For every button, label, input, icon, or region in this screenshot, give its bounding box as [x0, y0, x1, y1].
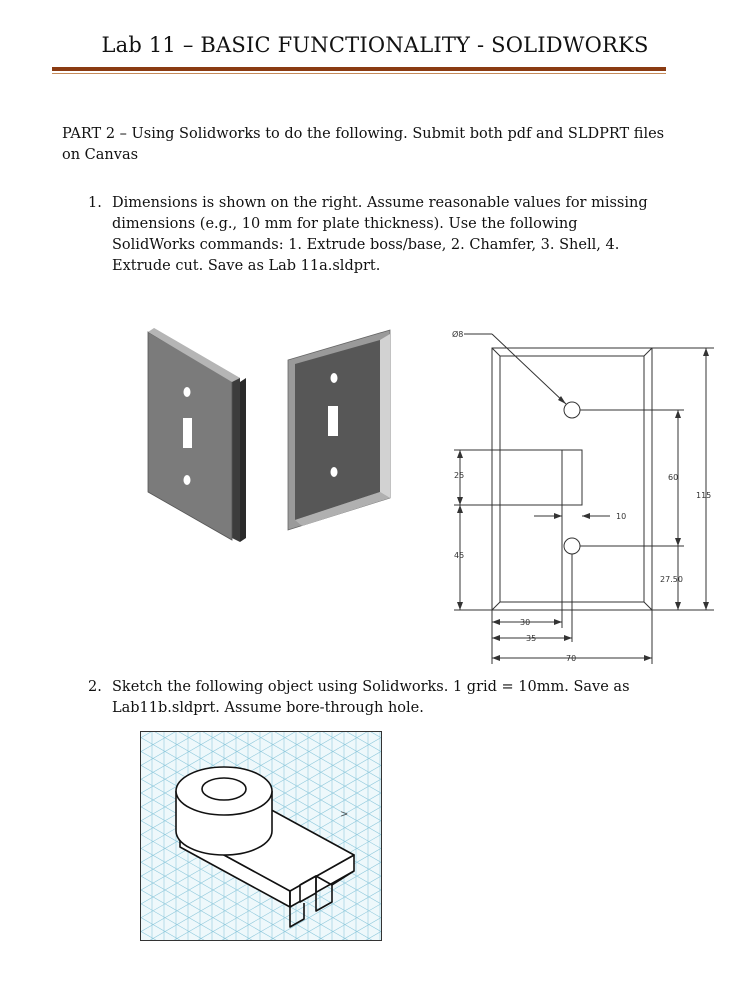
dim-10: 10: [616, 512, 627, 521]
dim-115: 115: [696, 491, 712, 500]
list-item-number: 2.: [88, 679, 102, 695]
header-rule-thin: [52, 73, 666, 74]
list-item-text: Sketch the following object using Solidworks. 1 grid = 10mm. Save as Lab11b.sldprt. Assume bore-through hole.: [112, 679, 630, 716]
switch-plate-back-view: [288, 330, 390, 530]
header-rule: [52, 67, 666, 71]
switch-plate-isometric-views: [140, 320, 400, 550]
dim-35: 35: [526, 634, 537, 643]
list-item-number: 1.: [88, 195, 102, 211]
list-item-text: Dimensions is shown on the right. Assume reasonable values for missing dimensions (e.g., 10 mm for plate thickness). Use the following SolidWorks commands: 1. Extrude boss/base, 2. Chamfer, 3. Shell, 4. Extrude cut. Save as Lab 11a.sldprt.: [112, 195, 648, 274]
dim-25: 25: [454, 471, 465, 480]
dim-60: 60: [668, 473, 679, 482]
dim-27-50: 27.50: [660, 575, 683, 584]
dim-hole-diameter: Ø8: [452, 330, 464, 339]
intro-paragraph: PART 2 – Using Solidworks to do the following. Submit both pdf and SLDPRT files on Canvas: [62, 126, 665, 163]
dimensioned-drawing: [442, 320, 722, 670]
list-item-1: [88, 193, 658, 283]
dim-45: 45: [454, 551, 465, 560]
switch-plate-front-view: [148, 328, 246, 542]
page-title: Lab 11 – BASIC FUNCTIONALITY - SOLIDWORKS: [101, 33, 649, 57]
dim-30: 30: [520, 618, 531, 627]
dim-70: 70: [566, 654, 577, 663]
list-item-2: [88, 677, 658, 723]
svg-text:>: >: [340, 809, 349, 820]
isometric-grid-sketch: [140, 731, 382, 941]
